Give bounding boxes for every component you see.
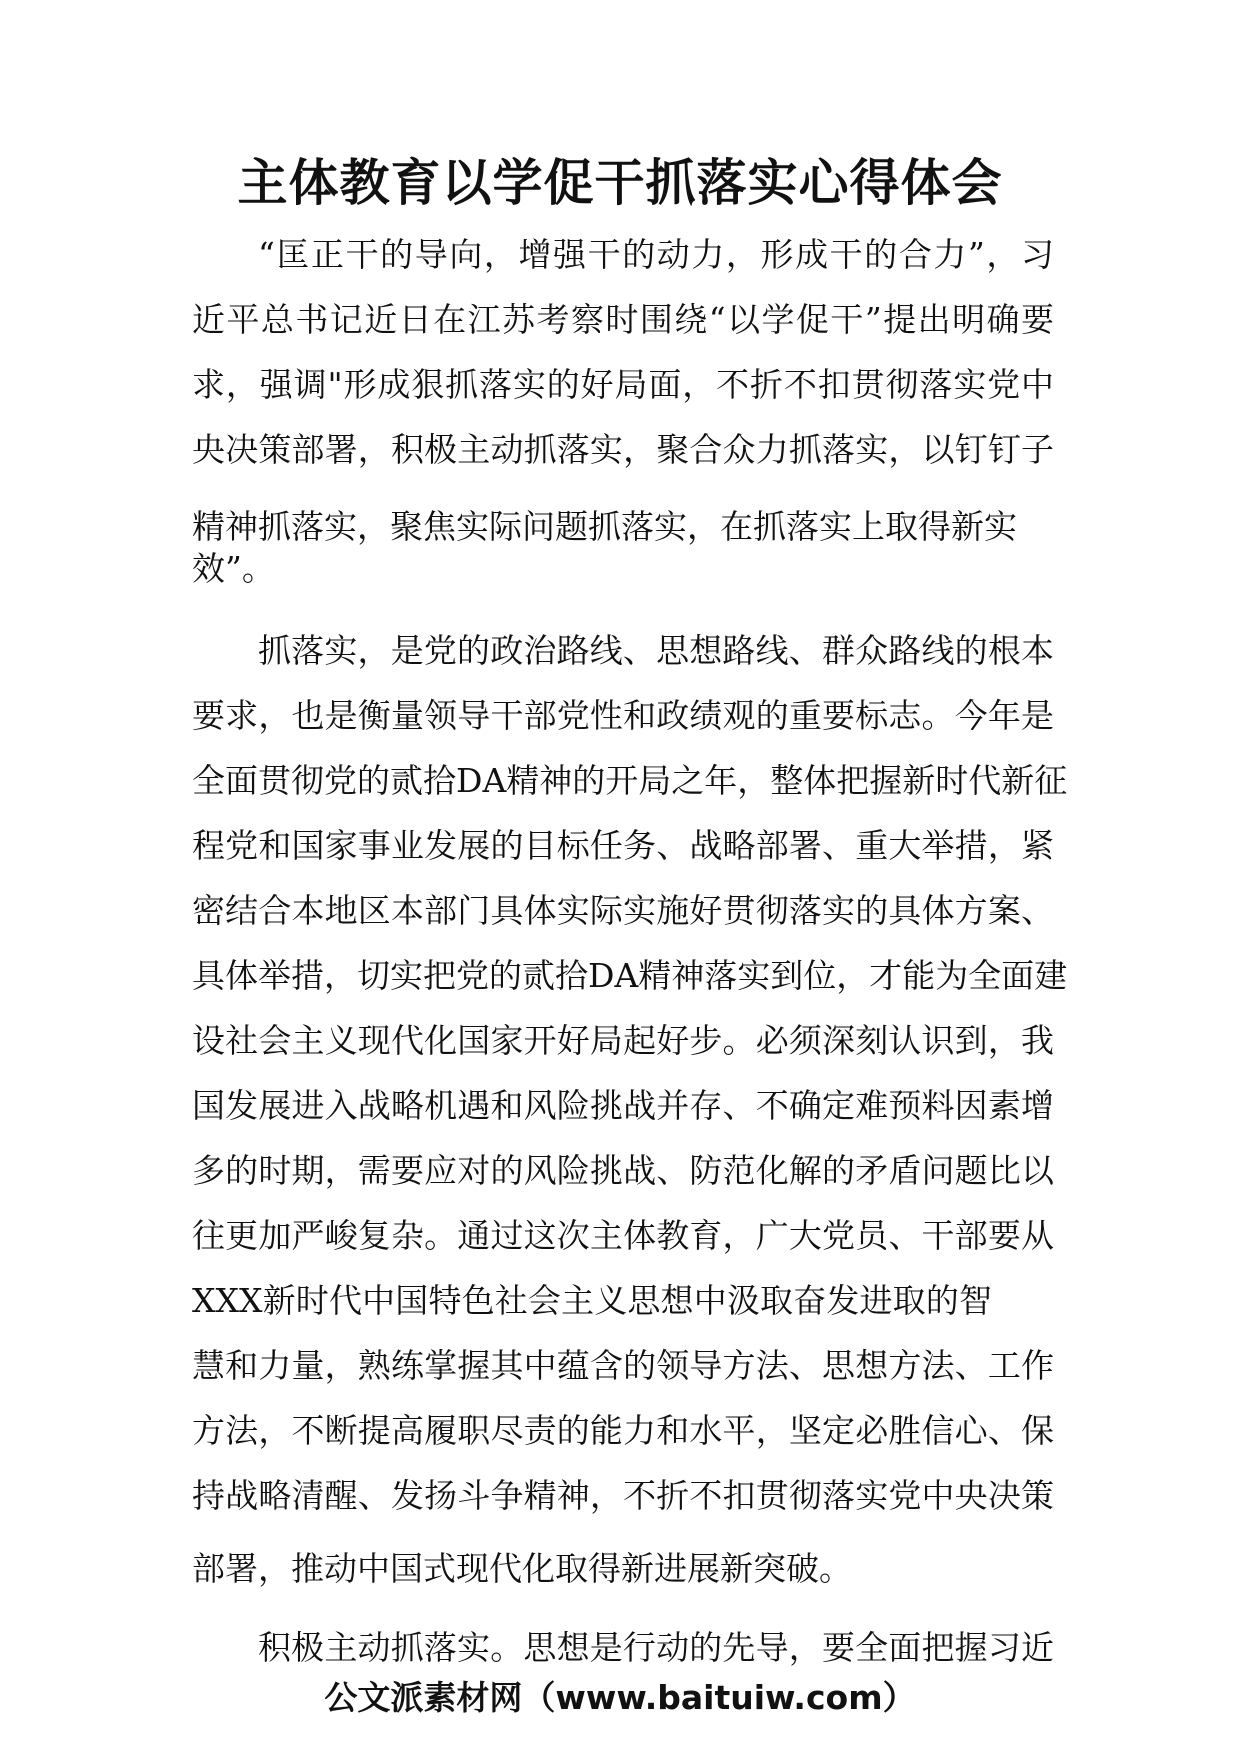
- paragraph-line: 程党和国家事业发展的目标任务、战略部署、重大举措，紧: [192, 826, 1054, 865]
- paragraph-line: 效”。: [192, 549, 275, 588]
- paragraph-line: 持战略清醒、发扬斗争精神，不折不扣贯彻落实党中央决策: [192, 1476, 1054, 1515]
- paragraph-line: 设社会主义现代化国家开好局起好步。必须深刻认识到，我: [192, 1021, 1054, 1060]
- paragraph-line: 求，强调"形成狠抓落实的好局面，不折不扣贯彻落实党中: [192, 365, 1054, 404]
- paragraph-line: 积极主动抓落实。思想是行动的先导，要全面把握习近: [258, 1628, 1054, 1667]
- paragraph-line: 近平总书记近日在江苏考察时围绕“以学促干”提出明确要: [192, 300, 1054, 339]
- paragraph-line: 部署，推动中国式现代化取得新进展新突破。: [192, 1549, 852, 1588]
- paragraph-line: “匡正干的导向，增强干的动力，形成干的合力”，习: [258, 235, 1054, 274]
- paragraph-line: 精神抓落实，聚焦实际问题抓落实，在抓落实上取得新实: [192, 507, 1017, 546]
- paragraph-line: 国发展进入战略机遇和风险挑战并存、不确定难预料因素增: [192, 1086, 1054, 1125]
- footer-watermark: 公文派素材网（www.baituiw.com）: [324, 1678, 916, 1717]
- paragraph-line: 具体举措，切实把党的贰拾DA精神落实到位，才能为全面建: [192, 956, 1068, 995]
- paragraph-line: 抓落实，是党的政治路线、思想路线、群众路线的根本: [258, 631, 1054, 670]
- paragraph-line: XXX新时代中国特色社会主义思想中汲取奋发进取的智: [192, 1281, 992, 1320]
- paragraph-line: 密结合本地区本部门具体实际实施好贯彻落实的具体方案、: [192, 891, 1054, 930]
- paragraph-line: 多的时期，需要应对的风险挑战、防范化解的矛盾问题比以: [192, 1151, 1054, 1190]
- paragraph-line: 慧和力量，熟练掌握其中蕴含的领导方法、思想方法、工作: [192, 1346, 1054, 1385]
- paragraph-line: 要求，也是衡量领导干部党性和政绩观的重要标志。今年是: [192, 696, 1054, 735]
- paragraph-line: 方法，不断提高履职尽责的能力和水平，坚定必胜信心、保: [192, 1411, 1054, 1450]
- paragraph-line: 全面贯彻党的贰拾DA精神的开局之年，整体把握新时代新征: [192, 761, 1068, 800]
- paragraph-line: 往更加严峻复杂。通过这次主体教育，广大党员、干部要从: [192, 1216, 1054, 1255]
- paragraph-line: 央决策部署，积极主动抓落实，聚合众力抓落实，以钉钉子: [192, 430, 1054, 469]
- page-title: 主体教育以学促干抓落实心得体会: [237, 154, 1003, 212]
